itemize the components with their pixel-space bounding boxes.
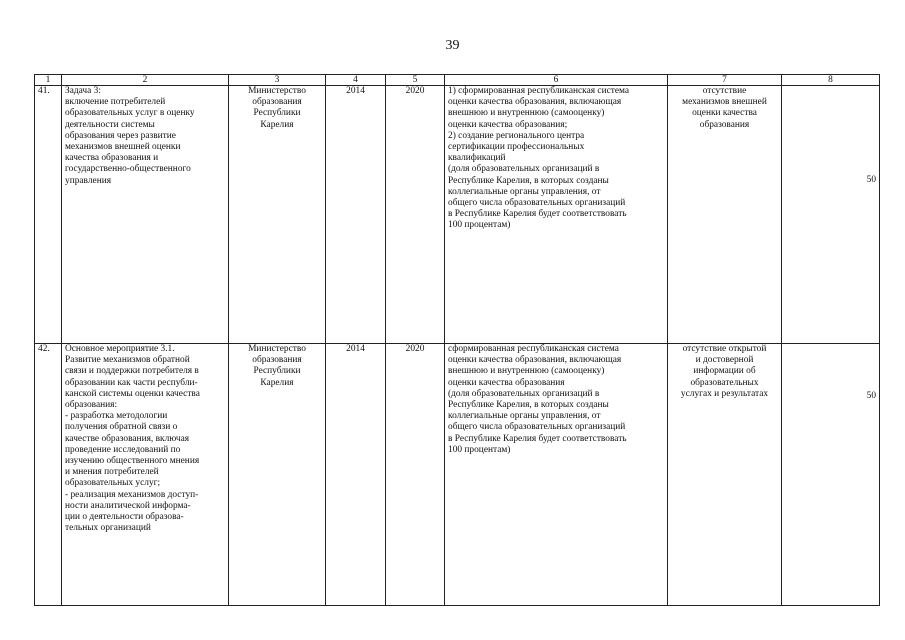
table-row [35,344,880,606]
expected-result: сформированная республиканская система оценки качества образования, включающая внешнюю и внутреннюю (самооценку) оценки качества образования (доля образовательных организаций в Республике Карелия, в которых созданы коллегиальные органы управления, от общего числа образовательных организаций в Республике Карелия будет соответствовать 100 процентам) [445,344,668,606]
col-header-2: 2 [62,75,229,86]
program-table [34,74,880,606]
executor: Министерство образования Республики Карелия [229,344,326,606]
start-year: 2014 [326,344,386,606]
consequences: отсутствие механизмов внешней оценки качества образования [668,86,782,344]
col-header-4: 4 [326,75,386,86]
measure-name: Задача 3: включение потребителей образовательных услуг в оценку деятельности системы образования через развитие механизмов внешней оценки качества образования и государственно-общественного управления [62,86,229,344]
start-year: 2014 [326,86,386,344]
col-header-6: 6 [445,75,668,86]
row-number: 41. [35,86,62,344]
end-year: 2020 [386,86,445,344]
col-header-8: 8 [782,75,880,86]
table-row [35,86,880,344]
measure-name: Основное мероприятие 3.1. Развитие механизмов обратной связи и поддержки потребителя в образовании как части республи- канской системы оценки качества образования: - разработка методологии получения обратной связи о качестве образования, включая проведение исследований по изучению общественного мнения и мнения потребителей образовательных услуг; - реализация механизмов доступ- ности аналитической информа- ции о деятельности образова- тельных организаций [62,344,229,606]
header-row [35,75,880,86]
col-header-1: 1 [35,75,62,86]
indicator-value: 50 [782,344,880,606]
page-number: 39 [445,38,460,53]
col-header-3: 3 [229,75,326,86]
end-year: 2020 [386,344,445,606]
col-header-7: 7 [668,75,782,86]
indicator-value: 50 [782,86,880,344]
row-number: 42. [35,344,62,606]
executor: Министерство образования Республики Карелия [229,86,326,344]
consequences: отсутствие открытой и достоверной информации об образовательных услугах и результатах [668,344,782,606]
col-header-5: 5 [386,75,445,86]
expected-result: 1) сформированная республиканская система оценки качества образования, включающая внешнюю и внутреннюю (самооценку) оценки качества образования; 2) создание регионального центра сертификации профессиональных квалификаций (доля образовательных организаций в Республике Карелия, в которых созданы коллегиальные органы управления, от общего числа образовательных организаций в Республике Карелия будет соответствовать 100 процентам) [445,86,668,344]
